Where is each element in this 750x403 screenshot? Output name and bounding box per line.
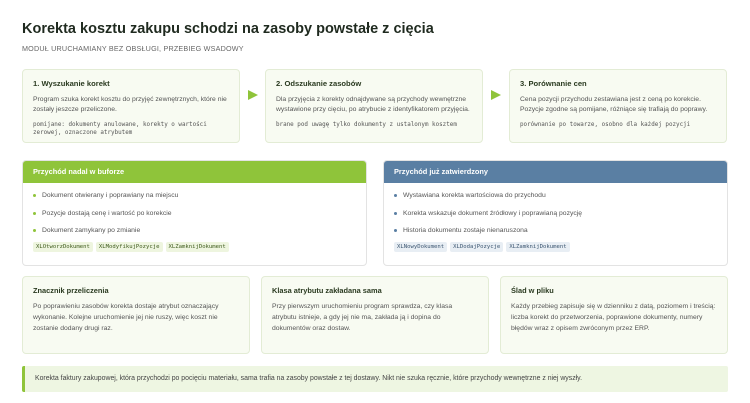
list-item: Dokument otwierany i poprawiany na miejscu [33, 191, 356, 209]
list-item: Dokument zamykany po zmianie [33, 226, 356, 244]
info-card-log [500, 276, 728, 354]
step-card-resources [265, 69, 483, 143]
info-title: Klasa atrybutu zakładana sama [272, 286, 382, 295]
info-text: Przy pierwszym uruchomieniu program sprawdza, czy klasa atrybutu istnieje, a gdy jej nie ma, zakłada ją i dopina do dokumentów oraz dostaw. [272, 303, 453, 332]
page-title: Korekta kosztu zakupu schodzi na zasoby powstałe z cięcia [22, 21, 434, 37]
arrow-right-icon [248, 90, 258, 100]
arrow-right-icon [491, 90, 501, 100]
info-title: Znacznik przeliczenia [33, 286, 109, 295]
list-item: Pozycje dostają cenę i wartość po korekcie [33, 209, 356, 227]
function-tag: XLOtworzDokument [33, 242, 93, 252]
step-note: porównanie po towarze, osobno dla każdej pozycji [520, 122, 691, 128]
tag-list [33, 235, 232, 253]
step-note: pomijane: dokumenty anulowane, korekty o wartości zerowej, oznaczone atrybutem [33, 122, 207, 136]
step-title: 2. Odszukanie zasobów [276, 79, 362, 88]
list-item: Wystawiana korekta wartościowa do przychodu [394, 191, 717, 209]
panel-header: Przychód już zatwierdzony [384, 161, 727, 183]
step-text: Dla przyjęcia z korekty odnajdywane są przychody wewnętrzne wystawione przy cięciu, po atrybucie z identyfikatorem przyjęcia. [276, 96, 470, 113]
function-tag: XLNowyDokument [394, 242, 447, 252]
function-tag: XLZamknijDokument [166, 242, 229, 252]
step-note: brane pod uwagę tylko dokumenty z ustalonym kosztem [276, 122, 457, 128]
info-card-attribute-class [261, 276, 489, 354]
info-text: Po poprawieniu zasobów korekta dostaje atrybut oznaczający wykonanie. Kolejne uruchomienie jej nie ruszy, więc koszt nie zostanie dodany drugi raz. [33, 303, 219, 332]
function-tag: XLDodajPozycje [450, 242, 503, 252]
step-card-search [22, 69, 240, 143]
info-text: Każdy przebieg zapisuje się w dzienniku z datą, poziomem i treścią: liczba korekt do przetworzenia, poprawione dokumenty, numery błędów wraz z opisem zwróconym przez ERP. [511, 303, 716, 332]
function-tag: XLZamknijDokument [506, 242, 569, 252]
step-text: Program szuka korekt kosztu do przyjęć zewnętrznych, które nie zostały jeszcze przeliczone. [33, 96, 227, 113]
panel-buffer [22, 160, 367, 266]
tag-list [394, 235, 573, 253]
step-title: 1. Wyszukanie korekt [33, 79, 110, 88]
function-tag: XLModyfikujPozycje [96, 242, 163, 252]
info-title: Ślad w pliku [511, 286, 554, 295]
step-text: Cena pozycji przychodu zestawiana jest z ceną po korekcie. Pozycje zgodne są pomijane, różniące się trafiają do poprawy. [520, 96, 708, 113]
step-card-prices [509, 69, 727, 143]
footer-note: Korekta faktury zakupowej, która przychodzi po pocięciu materiału, sama trafia na zasoby powstałe z tej dostawy. Nikt nie szuka ręcznie, które przychody wewnętrzne z niej wyszły. [22, 366, 728, 392]
panel-header: Przychód nadal w buforze [23, 161, 366, 183]
page-subtitle: MODUŁ URUCHAMIANY BEZ OBSŁUGI, PRZEBIEG WSADOWY [22, 44, 244, 53]
list-item: Historia dokumentu zostaje nienaruszona [394, 226, 717, 244]
panel-approved [383, 160, 728, 266]
info-card-marker [22, 276, 250, 354]
step-title: 3. Porównanie cen [520, 79, 587, 88]
list-item: Korekta wskazuje dokument źródłowy i poprawianą pozycję [394, 209, 717, 227]
